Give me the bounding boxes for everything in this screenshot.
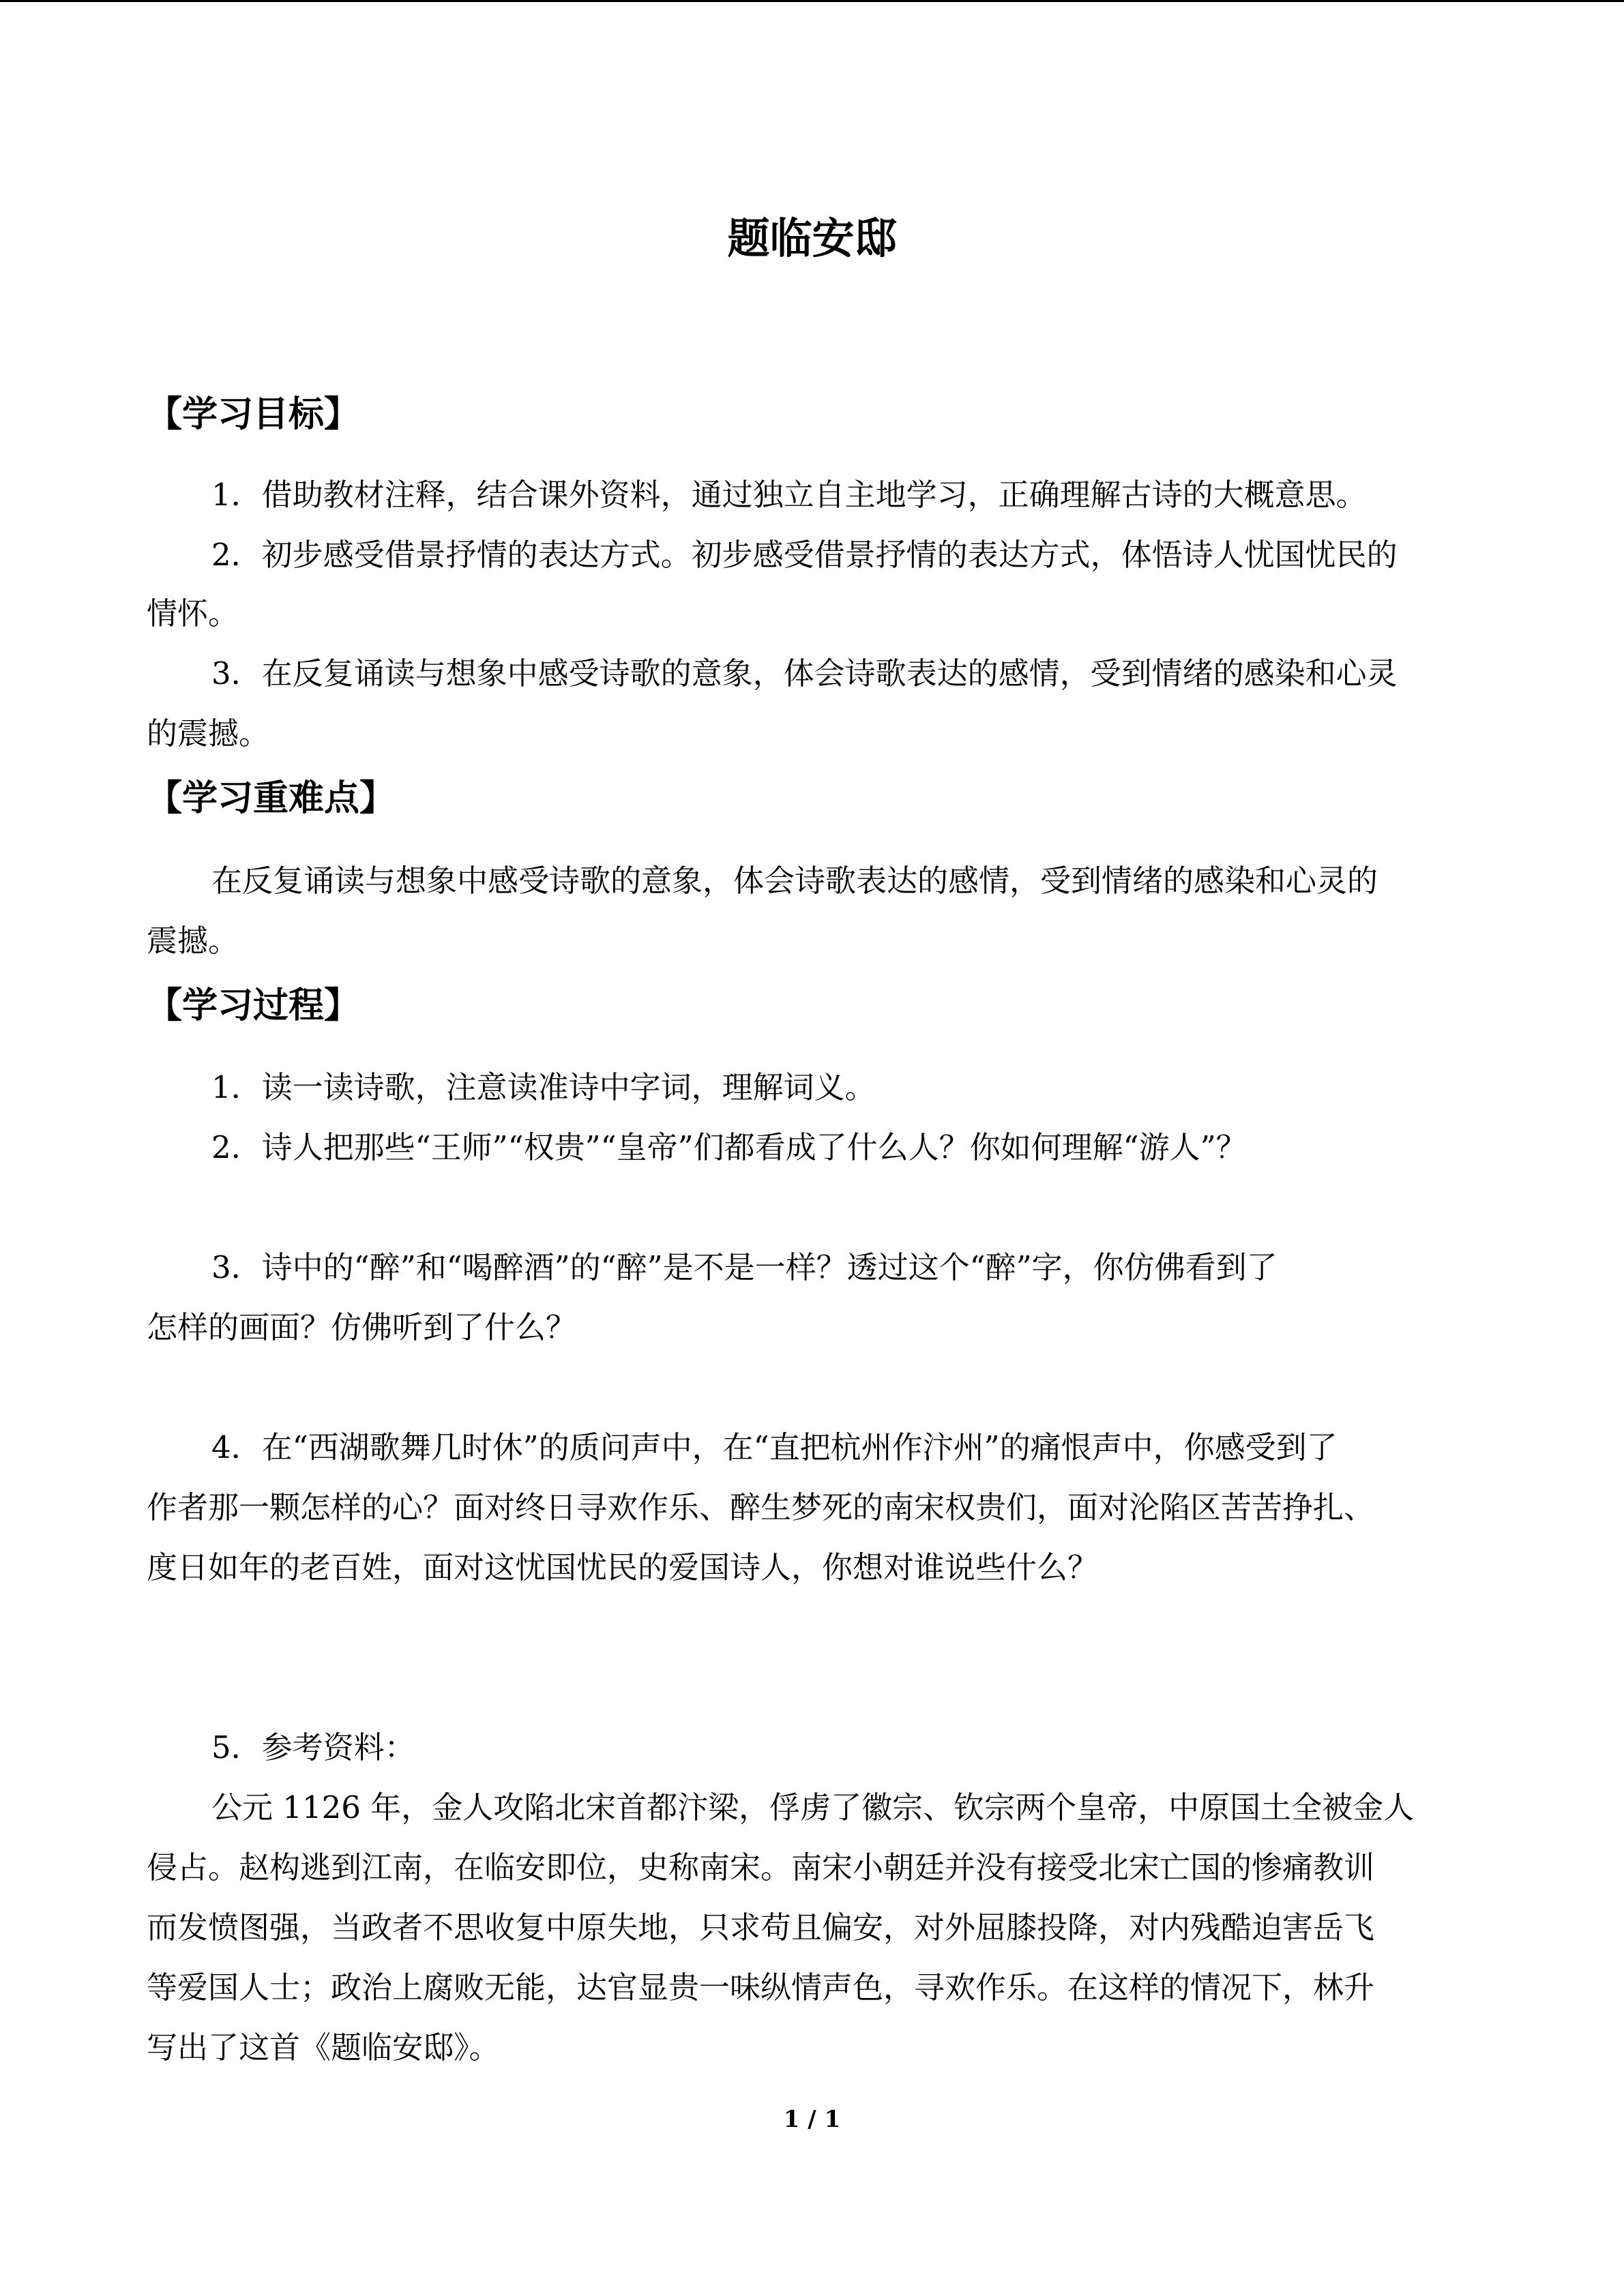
top-border-line — [0, 0, 1624, 2]
process-line: 3．诗中的“醉”和“喝醉酒”的“醉”是不是一样？透过这个“醉”字，你仿佛看到了 — [211, 1249, 1278, 1285]
heading-key-points: 【学习重难点】 — [147, 777, 396, 819]
process-line: 5．参考资料： — [211, 1729, 415, 1765]
process-line: 怎样的画面？仿佛听到了什么？ — [147, 1309, 577, 1345]
process-line: 写出了这首《题临安邸》。 — [147, 2029, 500, 2066]
process-line: 公元 1126 年，金人攻陷北宋首都汴梁，俘虏了徽宗、钦宗两个皇帝，中原国土全被金人 — [211, 1789, 1415, 1825]
key-point-line: 震撼。 — [147, 923, 239, 959]
objective-line: 情怀。 — [147, 595, 239, 631]
process-line: 2．诗人把那些“王师”“权贵”“皇帝”们都看成了什么人？你如何理解“游人”？ — [211, 1129, 1247, 1165]
objective-line: 3．在反复诵读与想象中感受诗歌的意象，体会诗歌表达的感情，受到情绪的感染和心灵 — [211, 655, 1398, 691]
document-title: 题临安邸 — [727, 213, 897, 263]
heading-objectives: 【学习目标】 — [147, 393, 360, 435]
process-line: 度日如年的老百姓，面对这忧国忧民的爱国诗人，你想对谁说些什么？ — [147, 1549, 1099, 1585]
process-line: 作者那一颗怎样的心？面对终日寻欢作乐、醉生梦死的南宋权贵们，面对沦陷区苦苦挣扎、 — [147, 1489, 1375, 1525]
process-line: 而发愤图强，当政者不思收复中原失地，只求苟且偏安，对外屈膝投降，对内残酷迫害岳飞 — [147, 1909, 1375, 1945]
process-line: 4．在“西湖歌舞几时休”的质问声中，在“直把杭州作汴州”的痛恨声中，你感受到了 — [211, 1429, 1338, 1465]
objective-line: 的震撼。 — [147, 715, 270, 751]
objective-line: 2．初步感受借景抒情的表达方式。初步感受借景抒情的表达方式，体悟诗人忧国忧民的 — [211, 537, 1398, 573]
objective-line: 1．借助教材注释，结合课外资料，通过独立自主地学习，正确理解古诗的大概意思。 — [211, 477, 1367, 513]
process-line: 1．读一读诗歌，注意读准诗中字词，理解词义。 — [211, 1069, 876, 1105]
key-point-line: 在反复诵读与想象中感受诗歌的意象，体会诗歌表达的感情，受到情绪的感染和心灵的 — [211, 863, 1378, 899]
page-number: 1 / 1 — [783, 2106, 841, 2133]
process-line: 侵占。赵构逃到江南，在临安即位，史称南宋。南宋小朝廷并没有接受北宋亡国的惨痛教训 — [147, 1849, 1375, 1885]
process-line: 等爱国人士；政治上腐败无能，达官显贵一味纵情声色，寻欢作乐。在这样的情况下，林升 — [147, 1969, 1375, 2006]
heading-process: 【学习过程】 — [147, 985, 360, 1026]
